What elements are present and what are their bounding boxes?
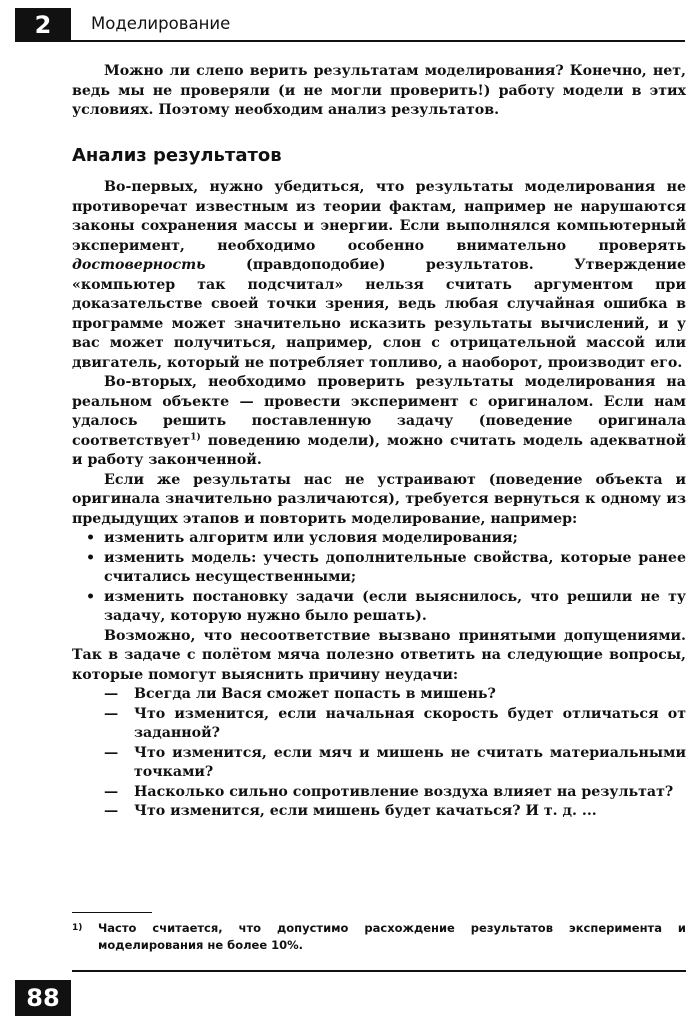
list-item: — Что изменится, если мишень будет качаться? И т. д. ...	[72, 802, 686, 822]
list-item: — Что изменится, если мяч и мишень не считать материальными точками?	[72, 744, 686, 783]
paragraph-4: Возможно, что несоответствие вызвано принятыми допущениями. Так в задаче с полётом мяча полезно ответить на следующие вопросы, которые помогут выяснить причину неудачи:	[72, 627, 686, 683]
intro-paragraph: Можно ли слепо верить результатам моделирования? Конечно, нет, ведь мы не проверяли (и не могли проверить!) работу модели в этих условиях. Поэтому необходим анализ результатов.	[72, 63, 686, 118]
page-header	[15, 8, 685, 42]
bullet-list	[72, 529, 686, 627]
footnote-reference[interactable]: 1)	[190, 431, 201, 442]
paragraph-3: Если же результаты нас не устраивают (поведение объекта и оригинала значительно различаются), требуется вернуться к одному из предыдущих этапов и повторить моделирование, например:	[72, 471, 686, 527]
question-list	[72, 685, 686, 822]
chapter-number-badge: 2	[15, 8, 71, 42]
chapter-title: Моделирование	[91, 14, 231, 33]
list-item: • изменить постановку задачи (если выяснилось, что решили не ту задачу, которую нужно было решать).	[72, 588, 686, 627]
list-item: — Насколько сильно сопротивление воздуха влияет на результат?	[72, 783, 686, 803]
footnote-text: Часто считается, что допустимо расхождение результатов эксперимента и моделирования не более 10%.	[98, 921, 686, 952]
page-number: 88	[15, 980, 71, 1016]
footer-divider	[72, 970, 686, 972]
paragraph-2	[72, 373, 686, 471]
paragraph-1-start: Во-первых, нужно убедиться, что результаты моделирования не противоречат известным из теории фактам, например не нарушаются законы сохранения массы и энергии. Если выполнялся компьютерный эксперимент, необходимо особенно внимательно проверять	[72, 179, 686, 254]
footnote-mark: 1)	[72, 923, 83, 933]
list-item: • изменить модель: учесть дополнительные свойства, которые ранее считались несущественными;	[72, 549, 686, 588]
paragraph-1-end: (правдоподобие) результатов. Утверждение «компьютер так подсчитал» нельзя считать аргументом при доказательстве своей точки зрения, ведь любая случайная ошибка в программе может значительно исказить результаты вычислений, и у вас может получиться, например, слон с отрицательной массой или двигатель, который не потребляет топливо, а наоборот, производит его.	[72, 257, 686, 371]
body-text	[72, 178, 686, 822]
paragraph-1	[72, 178, 686, 373]
footnote-divider	[72, 912, 152, 913]
header-divider	[71, 40, 685, 42]
emphasis-reliability: достоверность	[72, 257, 206, 273]
footnote	[72, 920, 686, 954]
paragraph-2-end: поведению модели), можно считать модель адекватной и работу законченной.	[72, 432, 686, 468]
section-heading: Анализ результатов	[72, 145, 282, 166]
list-item: — Всегда ли Вася сможет попасть в мишень?	[72, 685, 686, 705]
list-item: • изменить алгоритм или условия моделирования;	[72, 529, 686, 549]
list-item: — Что изменится, если начальная скорость будет отличаться от заданной?	[72, 705, 686, 744]
intro-block	[72, 62, 686, 121]
paragraph-2-start: Во-вторых, необходимо проверить результаты моделирования на реальном объекте — провести эксперимент с оригиналом. Если нам удалось решить поставленную задачу (поведение оригинала соответствует	[72, 374, 686, 449]
